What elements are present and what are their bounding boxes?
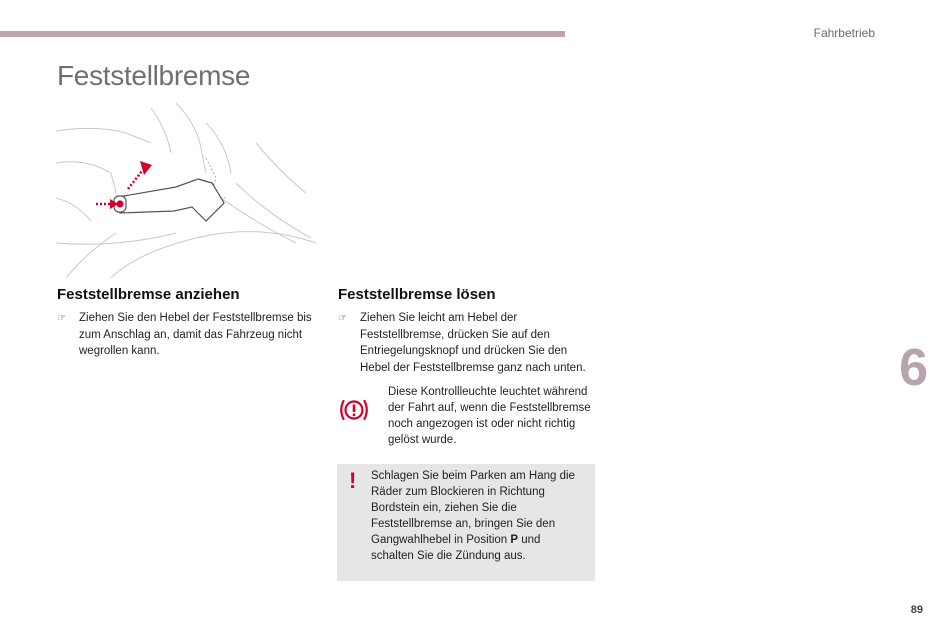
apply-section <box>57 286 312 360</box>
notice-text-part: Schlagen Sie beim Parken am Hang die Räder zum Blockieren in Richtung Bordstein ein, ziehen Sie die Feststellbremse an, bringen Sie den Gangwahlhebel in Position <box>371 470 575 546</box>
page-number: 89 <box>910 604 923 616</box>
pointing-hand-icon: ☞ <box>338 313 347 324</box>
page-title: Feststellbremse <box>57 60 251 91</box>
parking-brake-illustration <box>56 103 316 278</box>
release-instruction-text: Ziehen Sie leicht am Hebel der Feststellbremse, drücken Sie auf den Entriegelungsknopf und drücken Sie den Hebel der Feststellbremse ganz nach unten. <box>360 312 586 374</box>
chapter-number: 6 <box>899 339 928 397</box>
parking-brake-warning-icon <box>338 397 370 423</box>
exclamation-icon: ! <box>349 468 357 493</box>
warning-light-text: Diese Kontrollleuchte leuchtet während der Fahrt auf, wenn die Feststellbremse noch angezogen ist oder nicht richtig gelöst wurde. <box>388 386 591 446</box>
release-heading: Feststellbremse lösen <box>338 286 496 303</box>
parking-notice <box>337 464 595 581</box>
section-label: Fahrbetrieb <box>813 26 875 40</box>
release-instruction <box>338 310 600 376</box>
apply-instruction-text: Ziehen Sie den Hebel der Feststellbremse bis zum Anschlag an, damit das Fahrzeug nicht wegrollen kann. <box>79 312 312 357</box>
notice-text-part: und schalten Sie die Zündung aus. <box>371 534 541 562</box>
notice-gear-position: P <box>510 534 519 546</box>
warning-light-note <box>338 384 600 448</box>
apply-heading: Feststellbremse anziehen <box>57 286 240 303</box>
header-accent-bar <box>0 31 565 37</box>
pointing-hand-icon: ☞ <box>57 313 66 324</box>
release-section <box>338 286 600 376</box>
apply-instruction <box>57 310 312 360</box>
parking-notice-text <box>371 468 585 564</box>
